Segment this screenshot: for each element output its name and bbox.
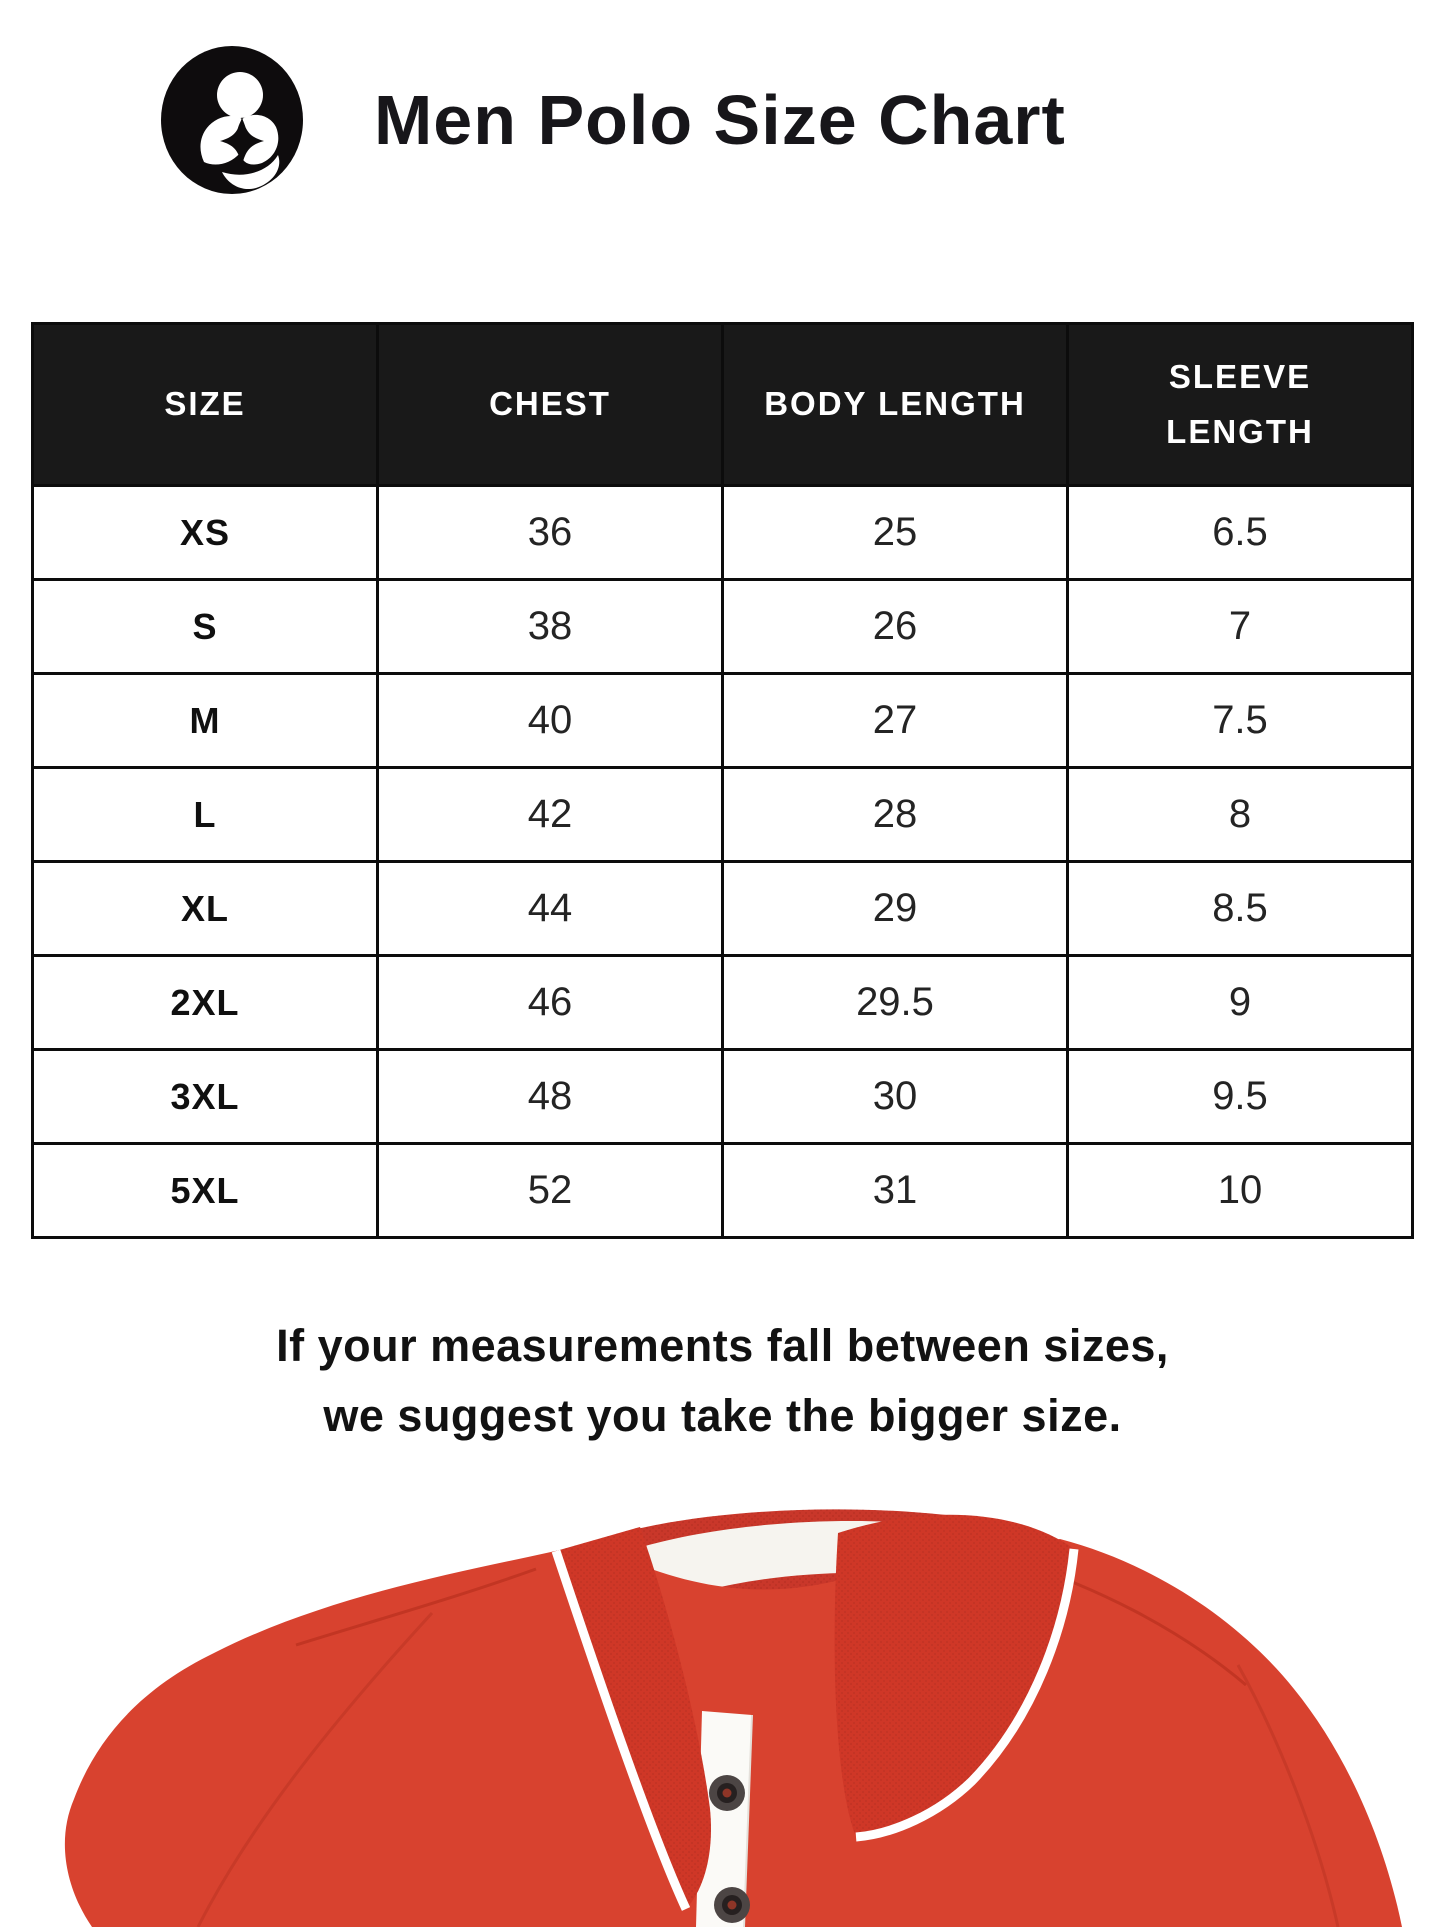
size-cell: S <box>33 580 378 674</box>
table-header-row <box>33 324 1413 486</box>
sizing-note-line1: If your measurements fall between sizes, <box>276 1320 1169 1371</box>
size-cell: 3XL <box>33 1050 378 1144</box>
body-length-cell: 29.5 <box>723 956 1068 1050</box>
sleeve-length-cell: 7 <box>1068 580 1413 674</box>
size-cell: L <box>33 768 378 862</box>
table-row <box>33 956 1413 1050</box>
body-length-cell: 26 <box>723 580 1068 674</box>
size-cell: XL <box>33 862 378 956</box>
chest-cell: 48 <box>378 1050 723 1144</box>
body-length-cell: 25 <box>723 486 1068 580</box>
column-header-sleeve-length: SLEEVE LENGTH <box>1068 324 1413 486</box>
size-cell: M <box>33 674 378 768</box>
table-row <box>33 674 1413 768</box>
sleeve-length-cell: 8 <box>1068 768 1413 862</box>
table-row <box>33 486 1413 580</box>
sleeve-length-cell: 8.5 <box>1068 862 1413 956</box>
body-length-cell: 30 <box>723 1050 1068 1144</box>
table-row <box>33 580 1413 674</box>
column-header-body-length: BODY LENGTH <box>723 324 1068 486</box>
sizing-note-line2: we suggest you take the bigger size. <box>323 1389 1122 1441</box>
size-cell: 5XL <box>33 1144 378 1238</box>
body-length-cell: 31 <box>723 1144 1068 1238</box>
sleeve-length-cell: 9 <box>1068 956 1413 1050</box>
column-header-size: SIZE <box>33 324 378 486</box>
body-length-cell: 28 <box>723 768 1068 862</box>
chest-cell: 46 <box>378 956 723 1050</box>
size-chart-table <box>31 322 1414 1239</box>
chest-cell: 38 <box>378 580 723 674</box>
table-row <box>33 1050 1413 1144</box>
sleeve-length-cell: 10 <box>1068 1144 1413 1238</box>
page-header <box>0 0 1445 195</box>
chest-cell: 52 <box>378 1144 723 1238</box>
body-length-cell: 29 <box>723 862 1068 956</box>
chest-cell: 40 <box>378 674 723 768</box>
polo-shirt-illustration <box>0 1487 1445 1927</box>
sizing-note <box>0 1311 1445 1451</box>
body-length-cell: 27 <box>723 674 1068 768</box>
polo-shirt-photo <box>0 1487 1445 1927</box>
chest-cell: 44 <box>378 862 723 956</box>
table-row <box>33 1144 1413 1238</box>
size-cell: XS <box>33 486 378 580</box>
chest-cell: 42 <box>378 768 723 862</box>
sleeve-length-cell: 7.5 <box>1068 674 1413 768</box>
column-header-chest: CHEST <box>378 324 723 486</box>
brand-logo-icon <box>158 45 308 195</box>
chest-cell: 36 <box>378 486 723 580</box>
table-row <box>33 768 1413 862</box>
sleeve-length-cell: 9.5 <box>1068 1050 1413 1144</box>
sleeve-length-cell: 6.5 <box>1068 486 1413 580</box>
table-row <box>33 862 1413 956</box>
size-cell: 2XL <box>33 956 378 1050</box>
page-title: Men Polo Size Chart <box>374 81 1066 159</box>
